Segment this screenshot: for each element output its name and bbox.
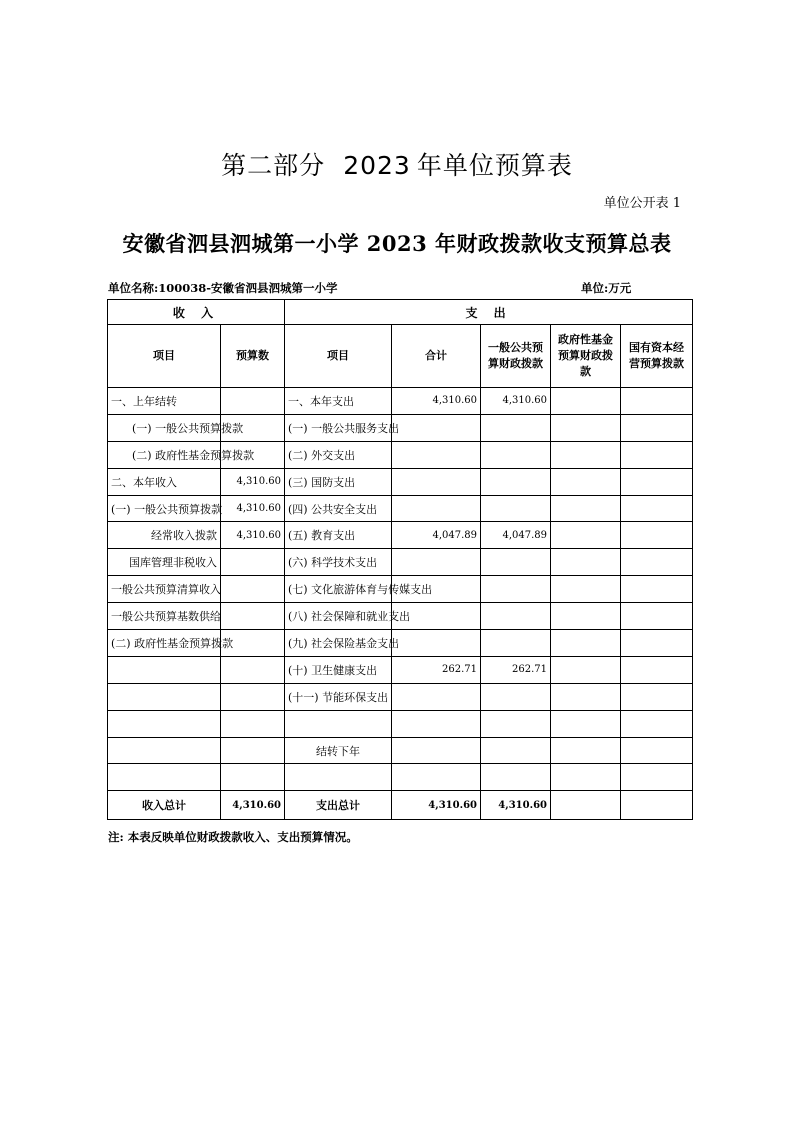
general-public-header: 一般公共预算财政拨款 bbox=[481, 325, 551, 388]
expense-item-cell bbox=[285, 710, 392, 737]
state-capital-cell bbox=[621, 441, 693, 468]
expense-item-cell: (二) 外交支出 bbox=[285, 441, 392, 468]
income-amount-cell bbox=[221, 603, 285, 630]
total-header: 合计 bbox=[392, 325, 481, 388]
column-header-row bbox=[108, 325, 693, 388]
income-item-cell: (二) 政府性基金预算拨款 bbox=[108, 630, 221, 657]
expense-item-cell: (三) 国防支出 bbox=[285, 468, 392, 495]
gov-fund-total bbox=[551, 791, 621, 820]
table-row bbox=[108, 468, 693, 495]
expense-total-cell: 4,310.60 bbox=[392, 388, 481, 415]
expense-item-cell bbox=[285, 764, 392, 791]
income-amount-cell bbox=[221, 549, 285, 576]
table-row bbox=[108, 630, 693, 657]
expense-item-cell: (一) 一般公共服务支出 bbox=[285, 414, 392, 441]
general-public-cell bbox=[481, 710, 551, 737]
gov-fund-cell bbox=[551, 549, 621, 576]
unit-label: 单位:万元 bbox=[581, 281, 632, 295]
income-item-header: 项目 bbox=[108, 325, 221, 388]
income-item-cell: 二、本年收入 bbox=[108, 468, 221, 495]
income-item-cell: 经常收入拨款 bbox=[108, 522, 221, 549]
general-public-cell bbox=[481, 603, 551, 630]
state-capital-cell bbox=[621, 576, 693, 603]
general-public-cell bbox=[481, 630, 551, 657]
general-public-cell bbox=[481, 468, 551, 495]
general-public-total: 4,310.60 bbox=[481, 791, 551, 820]
income-item-cell bbox=[108, 737, 221, 764]
income-item-cell: (二) 政府性基金预算拨款 bbox=[108, 441, 221, 468]
general-public-cell bbox=[481, 441, 551, 468]
expense-total-cell bbox=[392, 737, 481, 764]
general-public-cell bbox=[481, 683, 551, 710]
general-public-cell bbox=[481, 414, 551, 441]
state-capital-cell bbox=[621, 522, 693, 549]
budget-table bbox=[107, 299, 693, 820]
income-item-cell bbox=[108, 710, 221, 737]
gov-fund-cell bbox=[551, 495, 621, 522]
state-capital-cell bbox=[621, 737, 693, 764]
gov-fund-cell bbox=[551, 683, 621, 710]
table-row bbox=[108, 414, 693, 441]
expense-item-cell: (五) 教育支出 bbox=[285, 522, 392, 549]
general-public-cell: 262.71 bbox=[481, 656, 551, 683]
expense-total-cell bbox=[392, 495, 481, 522]
income-amount-cell bbox=[221, 764, 285, 791]
page-title-prefix: 第二部分 bbox=[221, 151, 326, 180]
expense-total-cell: 4,047.89 bbox=[392, 522, 481, 549]
gov-fund-cell bbox=[551, 656, 621, 683]
table-row bbox=[108, 549, 693, 576]
general-public-cell bbox=[481, 495, 551, 522]
expense-total-cell bbox=[392, 710, 481, 737]
expense-total-cell bbox=[392, 468, 481, 495]
income-item-cell: 一、上年结转 bbox=[108, 388, 221, 415]
income-item-cell: 国库管理非税收入 bbox=[108, 549, 221, 576]
income-item-cell: (一) 一般公共预算拨款 bbox=[108, 495, 221, 522]
totals-row bbox=[108, 791, 693, 820]
expense-item-cell: (四) 公共安全支出 bbox=[285, 495, 392, 522]
expense-section-header: 支 出 bbox=[285, 300, 693, 325]
income-section-header: 收 入 bbox=[108, 300, 285, 325]
table-row bbox=[108, 388, 693, 415]
expense-total-cell bbox=[392, 764, 481, 791]
general-public-cell: 4,310.60 bbox=[481, 388, 551, 415]
income-amount-cell bbox=[221, 737, 285, 764]
expense-total-cell bbox=[392, 630, 481, 657]
table-row bbox=[108, 522, 693, 549]
gov-fund-cell bbox=[551, 764, 621, 791]
state-capital-cell bbox=[621, 710, 693, 737]
income-item-cell: 一般公共预算清算收入 bbox=[108, 576, 221, 603]
general-public-cell bbox=[481, 737, 551, 764]
income-item-cell bbox=[108, 656, 221, 683]
table-row bbox=[108, 603, 693, 630]
income-amount-header: 预算数 bbox=[221, 325, 285, 388]
expense-item-cell: (十一) 节能环保支出 bbox=[285, 683, 392, 710]
table-note: 注: 本表反映单位财政拨款收入、支出预算情况。 bbox=[108, 830, 358, 844]
income-amount-cell bbox=[221, 656, 285, 683]
expense-item-cell: (十) 卫生健康支出 bbox=[285, 656, 392, 683]
state-capital-cell bbox=[621, 630, 693, 657]
gov-fund-cell bbox=[551, 388, 621, 415]
expense-total-cell bbox=[392, 441, 481, 468]
income-amount-cell: 4,310.60 bbox=[221, 468, 285, 495]
expense-total-label: 支出总计 bbox=[285, 791, 392, 820]
page-title bbox=[0, 146, 794, 182]
state-capital-cell bbox=[621, 656, 693, 683]
income-amount-cell bbox=[221, 576, 285, 603]
section-header-row bbox=[108, 300, 693, 325]
table-row bbox=[108, 441, 693, 468]
gov-fund-cell bbox=[551, 737, 621, 764]
page-title-year: 2023 bbox=[343, 151, 411, 180]
table-row bbox=[108, 495, 693, 522]
expense-item-cell: (七) 文化旅游体育与传媒支出 bbox=[285, 576, 392, 603]
income-item-cell bbox=[108, 683, 221, 710]
state-capital-total bbox=[621, 791, 693, 820]
table-row bbox=[108, 764, 693, 791]
gov-fund-cell bbox=[551, 603, 621, 630]
income-item-cell: (一) 一般公共预算拨款 bbox=[108, 414, 221, 441]
income-amount-cell bbox=[221, 710, 285, 737]
gov-fund-cell bbox=[551, 710, 621, 737]
income-amount-cell: 4,310.60 bbox=[221, 495, 285, 522]
state-capital-cell bbox=[621, 388, 693, 415]
state-capital-cell bbox=[621, 603, 693, 630]
page-title-suffix: 年单位预算表 bbox=[416, 151, 573, 180]
gov-fund-cell bbox=[551, 414, 621, 441]
table-row bbox=[108, 683, 693, 710]
expense-item-header: 项目 bbox=[285, 325, 392, 388]
expense-total-cell bbox=[392, 549, 481, 576]
general-public-cell: 4,047.89 bbox=[481, 522, 551, 549]
table-row bbox=[108, 656, 693, 683]
gov-fund-header: 政府性基金预算财政拨款 bbox=[551, 325, 621, 388]
state-capital-cell bbox=[621, 764, 693, 791]
gov-fund-cell bbox=[551, 630, 621, 657]
general-public-cell bbox=[481, 549, 551, 576]
income-total-label: 收入总计 bbox=[108, 791, 221, 820]
expense-total-cell bbox=[392, 683, 481, 710]
state-capital-cell bbox=[621, 468, 693, 495]
gov-fund-cell bbox=[551, 522, 621, 549]
table-row bbox=[108, 710, 693, 737]
income-amount-cell bbox=[221, 388, 285, 415]
table-row bbox=[108, 576, 693, 603]
expense-total-cell bbox=[392, 414, 481, 441]
expense-item-cell: (九) 社会保险基金支出 bbox=[285, 630, 392, 657]
state-capital-cell bbox=[621, 549, 693, 576]
state-capital-header: 国有资本经营预算拨款 bbox=[621, 325, 693, 388]
expense-item-cell: (六) 科学技术支出 bbox=[285, 549, 392, 576]
income-amount-cell: 4,310.60 bbox=[221, 522, 285, 549]
state-capital-cell bbox=[621, 495, 693, 522]
state-capital-cell bbox=[621, 683, 693, 710]
expense-total-amount: 4,310.60 bbox=[392, 791, 481, 820]
doc-code: 单位公开表 1 bbox=[603, 196, 681, 211]
income-item-cell bbox=[108, 764, 221, 791]
income-item-cell: 一般公共预算基数供给 bbox=[108, 603, 221, 630]
table-title: 安徽省泗县泗城第一小学 2023 年财政拨款收支预算总表 bbox=[122, 231, 672, 256]
gov-fund-cell bbox=[551, 441, 621, 468]
expense-item-cell: 一、本年支出 bbox=[285, 388, 392, 415]
general-public-cell bbox=[481, 576, 551, 603]
expense-item-cell: 结转下年 bbox=[285, 737, 392, 764]
expense-total-cell: 262.71 bbox=[392, 656, 481, 683]
expense-item-cell: (八) 社会保障和就业支出 bbox=[285, 603, 392, 630]
table-row bbox=[108, 737, 693, 764]
income-amount-cell bbox=[221, 683, 285, 710]
general-public-cell bbox=[481, 764, 551, 791]
state-capital-cell bbox=[621, 414, 693, 441]
unit-name: 单位名称:100038-安徽省泗县泗城第一小学 bbox=[108, 281, 338, 295]
gov-fund-cell bbox=[551, 468, 621, 495]
income-total-amount: 4,310.60 bbox=[221, 791, 285, 820]
gov-fund-cell bbox=[551, 576, 621, 603]
